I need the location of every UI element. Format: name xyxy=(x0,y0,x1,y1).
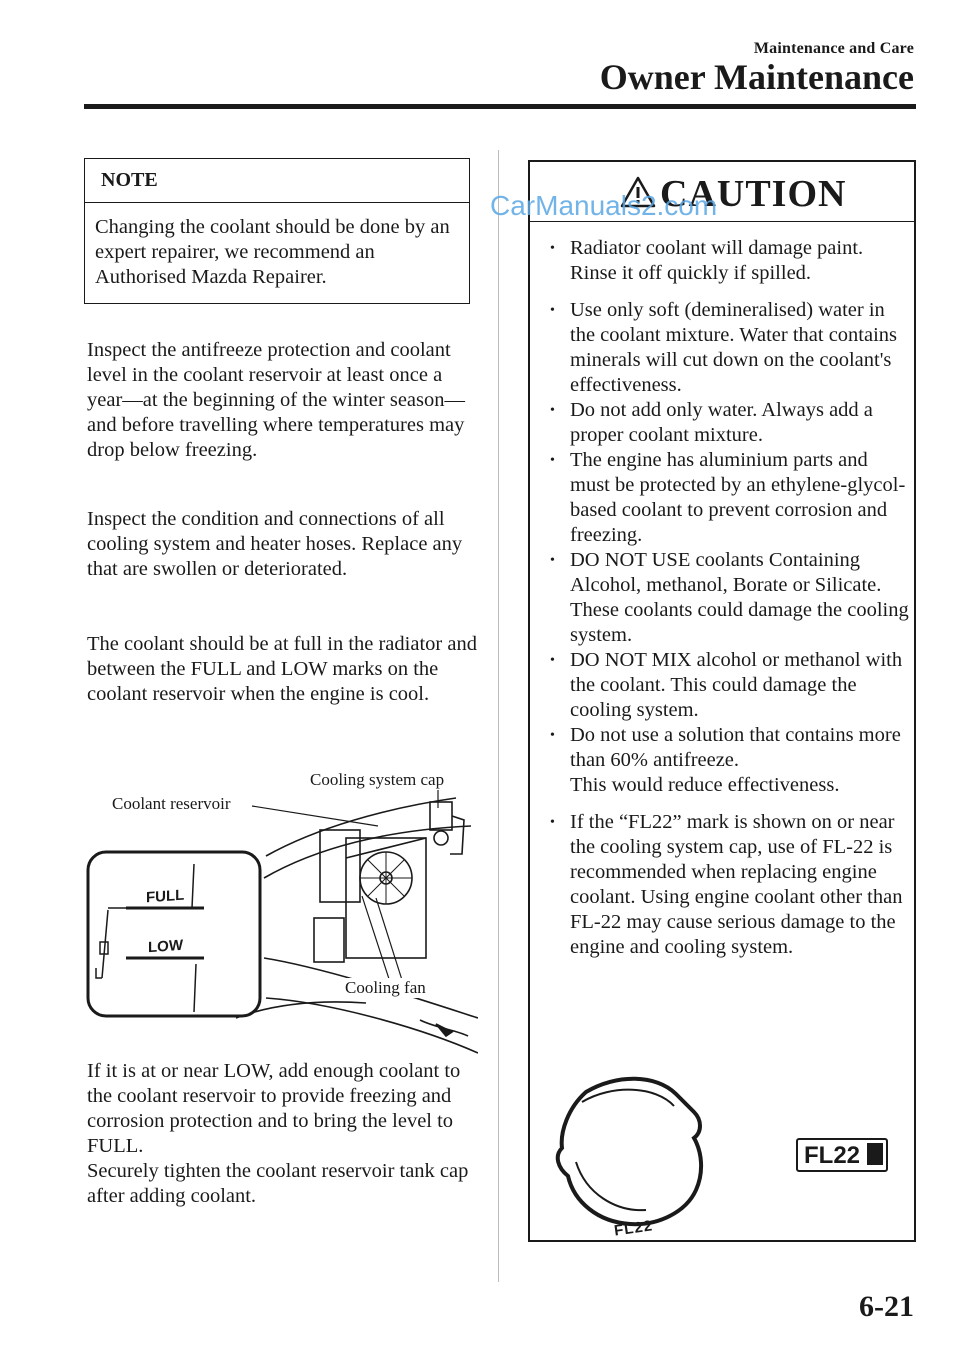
label-coolant-reservoir: Coolant reservoir xyxy=(112,794,231,813)
caution-item-text: If the “FL22” mark is shown on or near the cooling system cap, use of FL-22 is recommended when replacing engine coolant. Using engine coolant other than FL-22 may cause serious damage to the engine and cooling system. xyxy=(570,811,903,958)
paragraph-add-coolant: If it is at or near LOW, add enough coolant to the coolant reservoir to provide freezing and corrosion protection and to bring the level to FULL. xyxy=(87,1060,461,1157)
label-cooling-system-cap: Cooling system cap xyxy=(310,770,445,789)
watermark-text: CarManuals2.com xyxy=(490,190,718,221)
caution-item-text: Radiator coolant will damage paint. Rinse it off quickly if spilled. xyxy=(570,237,864,284)
note-label: NOTE xyxy=(101,169,158,191)
caution-item xyxy=(540,236,910,286)
section-title: Maintenance and Care xyxy=(753,40,914,57)
column-divider xyxy=(498,150,499,1282)
caution-item-subtext: These coolants could damage the cooling system. xyxy=(570,599,909,646)
radiator-cap-illustration xyxy=(546,1072,716,1232)
caution-title: CAUTION xyxy=(660,173,847,215)
coolant-reservoir-figure xyxy=(86,768,478,1058)
caution-item-text: Use only soft (demineralised) water in the coolant mixture. Water that contains minerals will cut down on the coolant's effectiveness. xyxy=(570,299,898,396)
caution-item xyxy=(540,398,910,448)
fl22-badge xyxy=(796,1138,888,1172)
page-title: Owner Maintenance xyxy=(599,57,914,97)
page-number: 6-21 xyxy=(859,1290,914,1323)
caution-item xyxy=(540,810,910,960)
caution-item-text: DO NOT MIX alcohol or methanol with the coolant. This could damage the cooling system. xyxy=(570,649,903,721)
fl22-badge-text: FL22 xyxy=(804,1142,861,1169)
caution-item xyxy=(540,298,910,398)
caution-item xyxy=(540,448,910,548)
note-box xyxy=(84,158,470,304)
cap-ring-mark: FL22 xyxy=(613,1217,655,1240)
caution-item-text: • Do not use a solution that contains more than 60% antifreeze. xyxy=(570,724,901,771)
caution-item xyxy=(540,548,910,648)
paragraph-coolant-level: The coolant should be at full in the radiator and between the FULL and LOW marks on the coolant reservoir when the engine is cool. xyxy=(87,633,477,705)
label-cooling-fan: Cooling fan xyxy=(345,978,426,997)
header-rule xyxy=(84,104,916,109)
caution-item-text: • DO NOT USE coolants Containing Alcohol, methanol, Borate or Silicate. xyxy=(570,549,882,596)
caution-list xyxy=(540,236,910,960)
book-icon xyxy=(867,1143,883,1165)
paragraph-tighten-cap: Securely tighten the coolant reservoir tank cap after adding coolant. xyxy=(87,1160,469,1207)
caution-item-text: The engine has aluminium parts and must be protected by an ethylene-glycol-based coolant to prevent corrosion and freezing. xyxy=(570,449,906,546)
caution-item-subtext: This would reduce effectiveness. xyxy=(570,774,840,796)
paragraph-inspect-antifreeze: Inspect the antifreeze protection and coolant level in the coolant reservoir at least once a year—at the beginning of the winter season—and before travelling where temperatures may drop below freezing. xyxy=(87,339,465,461)
note-text: Changing the coolant should be done by an expert repairer, we recommend an Authorised Mazda Repairer. xyxy=(95,216,450,288)
caution-item xyxy=(540,723,910,798)
caution-item-text: Do not add only water. Always add a proper coolant mixture. xyxy=(570,399,873,446)
caution-item xyxy=(540,648,910,723)
inset-full-mark: FULL xyxy=(146,886,185,907)
note-header xyxy=(85,159,469,203)
caution-box xyxy=(528,160,916,1242)
inset-low-mark: LOW xyxy=(148,936,183,957)
reservoir-inset xyxy=(88,852,260,1016)
paragraph-inspect-hoses: Inspect the condition and connections of all cooling system and heater hoses. Replace any that are swollen or deteriorated. xyxy=(87,508,463,580)
